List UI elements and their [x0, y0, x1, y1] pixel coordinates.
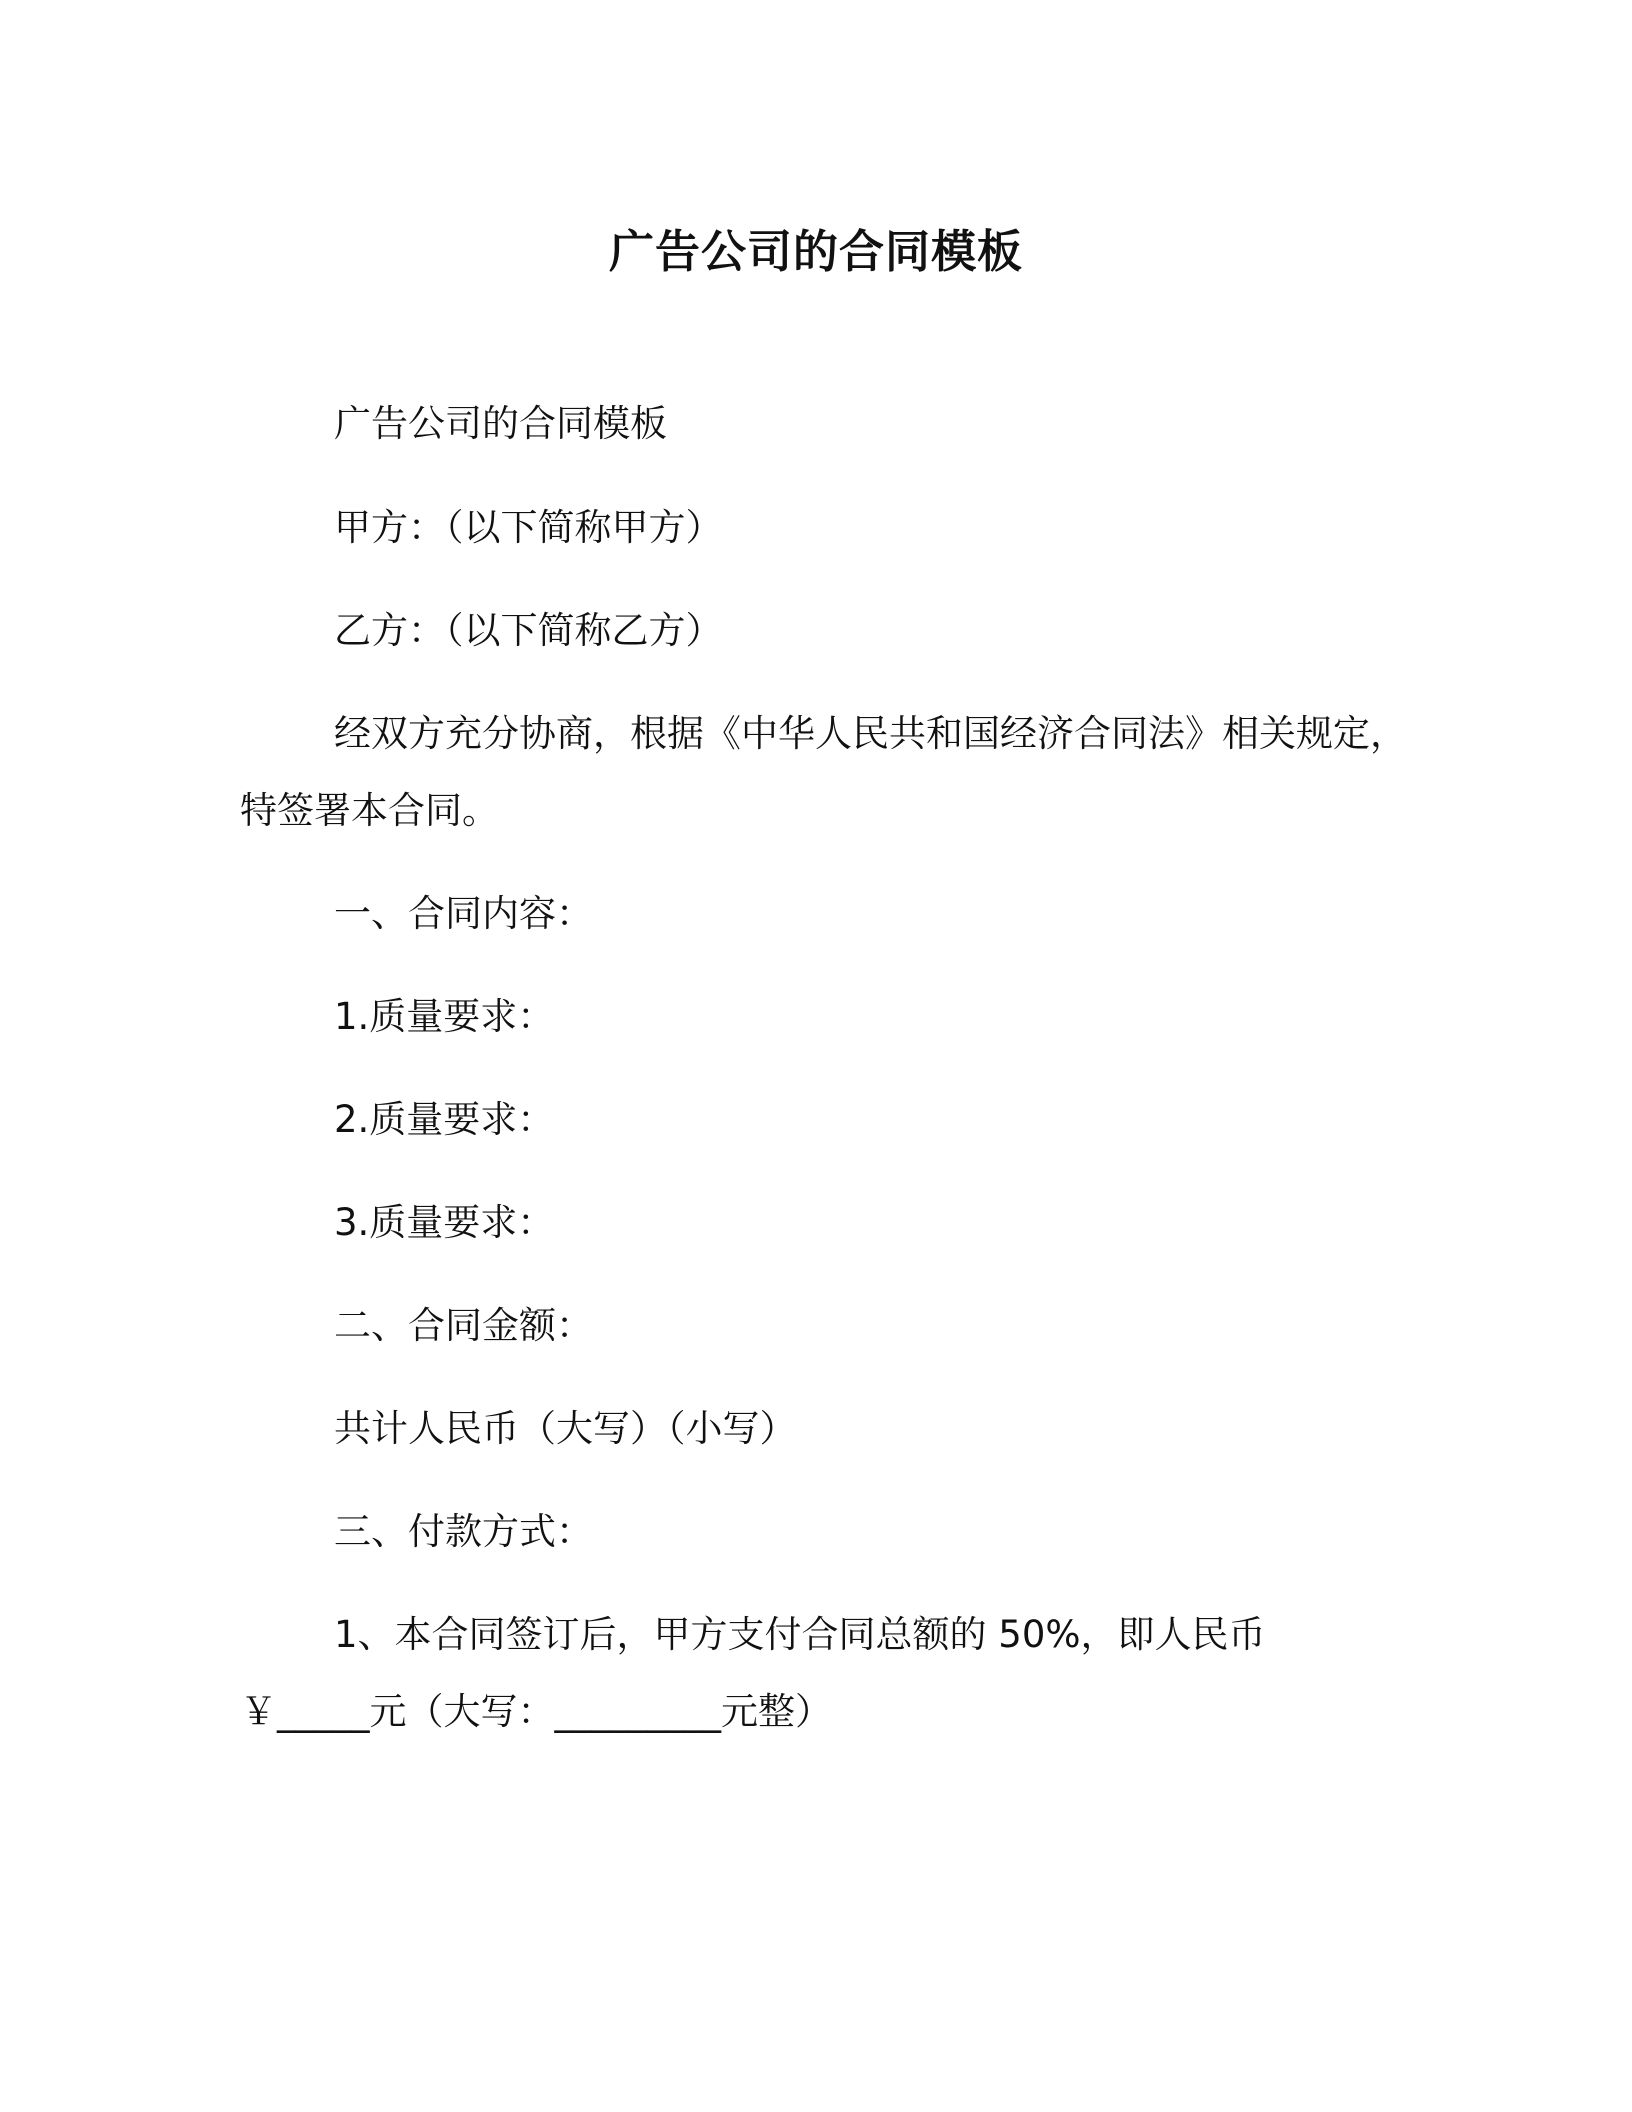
preamble-paragraph: 经双方充分协商，根据《中华人民共和国经济合同法》相关规定，特签署本合同。 [240, 712, 1407, 832]
party-b-paragraph: 乙方：（以下简称乙方） [334, 609, 723, 652]
section-one-heading: 一、合同内容： [334, 892, 593, 935]
party-a-paragraph: 甲方：（以下简称甲方） [334, 506, 723, 549]
payment-term-1: 1、本合同签订后，甲方支付合同总额的 50%，即人民币 ￥_____元（大写：_________元整） [240, 1613, 1266, 1733]
section-two-heading: 二、合同金额： [334, 1304, 593, 1347]
quality-requirement-2: 2.质量要求： [334, 1098, 555, 1141]
quality-requirement-3: 3.质量要求： [334, 1201, 555, 1244]
quality-requirement-1: 1.质量要求： [334, 995, 555, 1038]
document-title: 广告公司的合同模板 [608, 225, 1023, 278]
amount-paragraph: 共计人民币（大写）（小写） [334, 1407, 797, 1450]
section-three-heading: 三、付款方式： [334, 1510, 593, 1553]
subtitle-paragraph: 广告公司的合同模板 [334, 402, 667, 445]
